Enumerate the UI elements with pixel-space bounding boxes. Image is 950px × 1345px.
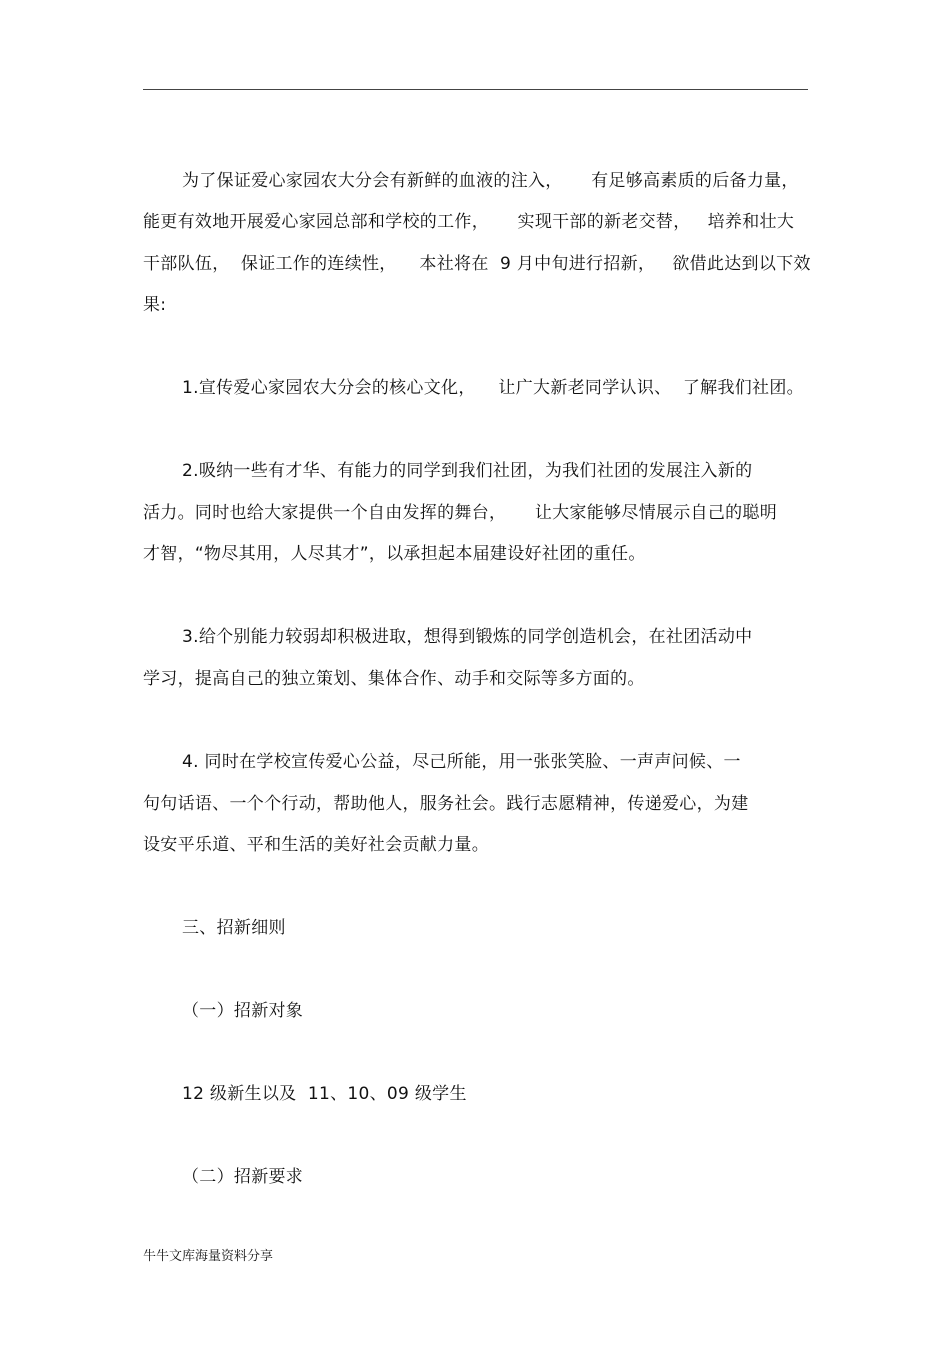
sub-1-body: 12 级新生以及 11、10、09 级学生	[182, 1084, 467, 1104]
intro-line-2: 能更有效地开展爱心家园总部和学校的工作， 实现干部的新老交替， 培养和壮大	[143, 212, 795, 232]
page-footer: 牛牛文库海量资料分享	[143, 1249, 274, 1264]
item-1-line-1: 1.宣传爱心家园农大分会的核心文化， 让广大新老同学认识、 了解我们社团。	[182, 378, 804, 398]
intro-line-4: 果:	[143, 295, 167, 315]
item-3-line-2: 学习，提高自己的独立策划、集体合作、动手和交际等多方面的。	[143, 669, 645, 689]
item-4-line-2: 句句话语、一个个行动，帮助他人，服务社会。践行志愿精神，传递爱心，为建	[143, 794, 749, 814]
intro-line-1: 为了保证爱心家园农大分会有新鲜的血液的注入， 有足够高素质的后备力量，	[182, 171, 799, 191]
item-2-line-3: 才智，“物尽其用，人尽其才”，以承担起本届建设好社团的重任。	[143, 544, 646, 564]
item-2-line-1: 2.吸纳一些有才华、有能力的同学到我们社团，为我们社团的发展注入新的	[182, 461, 753, 481]
item-3-line-1: 3.给个别能力较弱却积极进取，想得到锻炼的同学创造机会，在社团活动中	[182, 627, 753, 647]
intro-line-3: 干部队伍， 保证工作的连续性， 本社将在 9 月中旬进行招新， 欲借此达到以下效	[143, 254, 811, 274]
item-4-line-3: 设安平乐道、平和生活的美好社会贡献力量。	[143, 835, 489, 855]
header-rule	[143, 89, 808, 90]
item-2-line-2: 活力。同时也给大家提供一个自由发挥的舞台， 让大家能够尽情展示自己的聪明	[143, 503, 778, 523]
item-4-line-1: 4. 同时在学校宣传爱心公益，尽己所能，用一张张笑脸、一声声问候、一	[182, 752, 741, 772]
sub-2-heading: （二）招新要求	[182, 1167, 304, 1187]
sub-1-heading: （一）招新对象	[182, 1001, 304, 1021]
section-3-heading: 三、招新细则	[182, 918, 286, 938]
